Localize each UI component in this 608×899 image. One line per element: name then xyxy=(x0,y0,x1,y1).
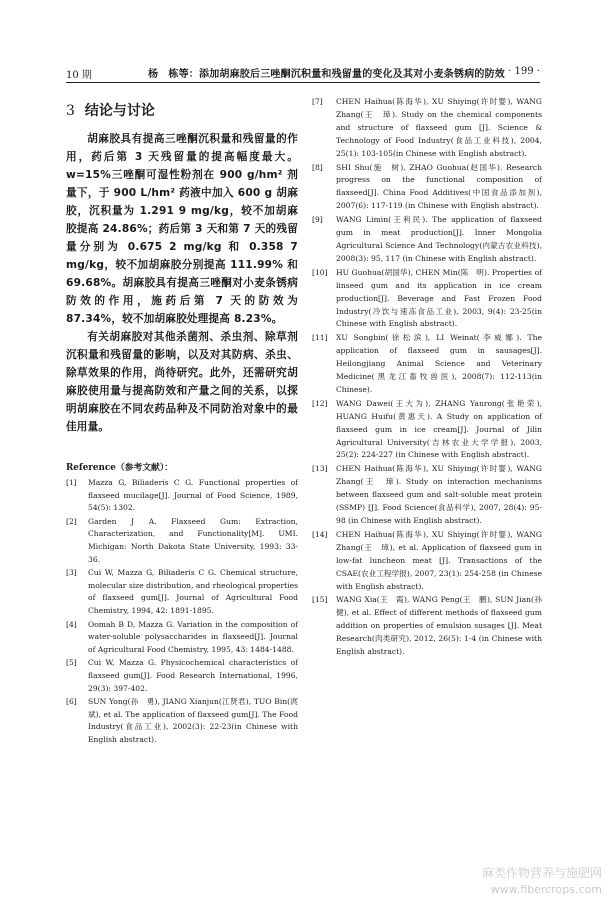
reference-number: [6] xyxy=(66,697,77,707)
reference-text: Cui W, Mazza G. Physicochemical characteristics of flaxseed gum[J]. Food Research International, 1996, 29(3): 397-402. xyxy=(88,658,298,693)
reference-text: Oomah B D, Mazza G. Variation in the composition of water-soluble polysaccharides in flaxseed[J]. Journal of Agricultural Food Chemistry, 1995, 43: 1484-1488. xyxy=(88,619,298,654)
reference-number: [3] xyxy=(66,568,77,578)
reference-item xyxy=(66,696,306,746)
reference-text: Mazza G, Biliaderis C G. Functional properties of flaxseed mucilage[J]. Journal of Food Science, 1989, 54(5): 1302. xyxy=(88,478,298,513)
watermark-url: www.fibercrops.com xyxy=(490,883,602,896)
reference-item xyxy=(312,398,542,463)
reference-text: WANG Limin(王利民). The application of flaxseed gum in meat production[J]. Inner Mongolia Agricultural Science And Technology(内蒙古农业科技), 2008(3): 95, 117 (in Chinese with English abstract). xyxy=(336,215,542,263)
reference-item xyxy=(312,214,542,266)
reference-item xyxy=(312,96,542,161)
reference-text: WANG Xia(王 霞), WANG Peng(王 鹏), SUN Jian(孙 健), et al. Effect of different methods of flaxseed gum addition on properties of emulsion susages [J]. Meat Research(肉类研究), 2012, 26(5): 1-4 (in Chinese with English abstract). xyxy=(336,595,550,657)
running-title: 杨 栋等：添加胡麻胶后三唑酮沉积量和残留量的变化及其对小麦条锈病的防效 xyxy=(148,69,505,80)
reference-item xyxy=(312,162,542,214)
watermark-site-name: 麻类作物营养与施肥网 xyxy=(481,866,602,880)
reference-text: CHEN Haihua(陈海华), XU Shiying(许时婴), WANG Zhang(王 璋). Study on the chemical components and structure of flaxseed gum [J]. Science & Technology of Food Industry(食品工业科技), 2004, 25(1): 103-105(in Chinese with English abstract). xyxy=(336,97,542,158)
running-header xyxy=(66,58,540,83)
reference-number: [4] xyxy=(66,619,77,629)
reference-text: XU Songbin(徐松滨), LI Weinat(李威娜). The application of flaxseed gum in sausages[J]. Heilongjiang Animal Science and Veterinary Medicine(黑龙江畜牧兽医), 2008(7): 112-113(in Chinese). xyxy=(336,333,542,394)
reference-item xyxy=(312,529,542,594)
reference-text: CHEN Haihua(陈海华), XU Shiying(许时婴), WANG Zhang(王 璋). Study on interaction mechanisms between flaxseed gum and salt-soluble meat protein (SSMP) [J]. Food Science(食品科学), 2007, 28(4): 95-98 (in Chinese with English abstract). xyxy=(336,464,542,525)
reference-item xyxy=(66,567,298,617)
right-column xyxy=(312,96,550,660)
reference-number: [9] xyxy=(312,215,323,225)
section-title: 结论与讨论 xyxy=(84,103,155,119)
reference-text: HU Guohua(胡国华), CHEN Min(陈 明). Properties of linseed gum and its application in ice cream production[J]. Beverage and Fast Frozen Food Industry(冷饮与速冻食品工业), 2003, 9(4): 23-25(in Chinese with English abstract). xyxy=(336,267,542,329)
reference-text: CHEN Haihua(陈海华), XU Shiying(许时婴), WANG Zhang(王 璋), et al. Application of flaxseed gum in low-fat luncheon meat [J]. Transactions of the CSAE(农业工程学报), 2007, 23(1): 254-258 (in Chinese with English abstract). xyxy=(336,529,542,591)
reference-number: [8] xyxy=(312,162,323,172)
reference-number: [1] xyxy=(66,478,77,487)
page-number: · 199 · xyxy=(508,66,540,77)
reference-text: Garden J A. Flaxseed Gum: Extraction, Characterization, and Functionality[M]. UMI. Michigan: North Dakota State University, 1993: 33-36. xyxy=(88,516,298,564)
reference-number: [12] xyxy=(312,398,328,408)
section-number: 3 xyxy=(66,103,75,119)
left-column xyxy=(66,100,306,747)
reference-number: [14] xyxy=(312,529,328,539)
reference-item xyxy=(66,477,298,515)
conclusion-paragraph-1: 胡麻胶具有提高三唑酮沉积量和残留量的作用，药后第 3 天残留量的提高幅度最大。w=15%三唑酮可湿性粉剂在 900 g/hm² 剂量下，于 900 L/hm² 药液中加入 600 g 胡麻胶，沉积量为 1.291 9 mg/kg，较不加胡麻胶提高 24.86%；药后第 3 天和第 7 天的残留量分别为 0.675 2 mg/kg 和 0.358 7 mg/kg，较不加胡麻胶分别提高 111.99% 和 69.68%。胡麻胶具有提高三唑酮对小麦条锈病防效的作用，施药后第 7 天的防效为 87.34%，较不加胡麻胶处理提高 8.23%。 xyxy=(66,133,298,325)
reference-text: SUN Yong(孙 勇), JIANG Xianjun(江贤君), TUO Bin(庹 斌), et al. The application of flaxseed gum[J]. The Food Industry(食品工业), 2002(3): 22-23(in Chinese with English abstract). xyxy=(88,697,306,744)
reference-text: SHI Shu(施 树), ZHAO Guohua(赵国华). Research progress on the functional composition of flaxseed[J]. China Food Additives(中国食品添加剂), 2007(6): 117-119 (in Chinese with English abstract). xyxy=(336,162,542,211)
reference-item xyxy=(66,516,298,566)
reference-item xyxy=(312,463,542,528)
reference-number: [2] xyxy=(66,516,77,526)
reference-item xyxy=(66,657,298,695)
reference-number: [5] xyxy=(66,658,77,668)
reference-number: [11] xyxy=(312,333,328,343)
section-heading xyxy=(66,100,298,120)
references-heading: Reference（参考文献）： xyxy=(66,463,174,473)
issue-label: 10 期 xyxy=(66,70,92,81)
conclusion-paragraph-2: 有关胡麻胶对其他杀菌剂、杀虫剂、除草剂沉积量和残留量的影响，以及对其防病、杀虫、除草效果的作用，尚待研究。此外，还需研究胡麻胶使用量与提高防效和产量之间的关系，以探明胡麻胶在不同农药品种及不同防治对象中的最佳用量。 xyxy=(66,331,298,433)
reference-text: WANG Dawei(王大为), ZHANG Yanrong(张艳荣), HUANG Huifu(黄惠天). A Study on application of flaxseed gum in ice cream[J]. Journal of Jilin Agricultural University(吉林农业大学学报), 2003, 25(2): 224-227 (in Chinese with English abstract). xyxy=(336,398,542,460)
reference-text: Cui W, Mazza G, Biliaderis C G. Chemical structure, molecular size distribution, and rheological properties of flaxseed gum[J]. Journal of Agricultural Food Chemistry, 1994, 42: 1891-1895. xyxy=(88,568,299,615)
reference-item xyxy=(66,619,298,657)
reference-number: [13] xyxy=(312,464,328,474)
reference-item xyxy=(312,594,550,659)
site-watermark xyxy=(482,864,602,896)
reference-number: [7] xyxy=(312,97,323,106)
reference-item xyxy=(312,267,542,332)
reference-item xyxy=(312,332,542,397)
reference-number: [10] xyxy=(312,267,328,277)
reference-number: [15] xyxy=(312,595,328,605)
